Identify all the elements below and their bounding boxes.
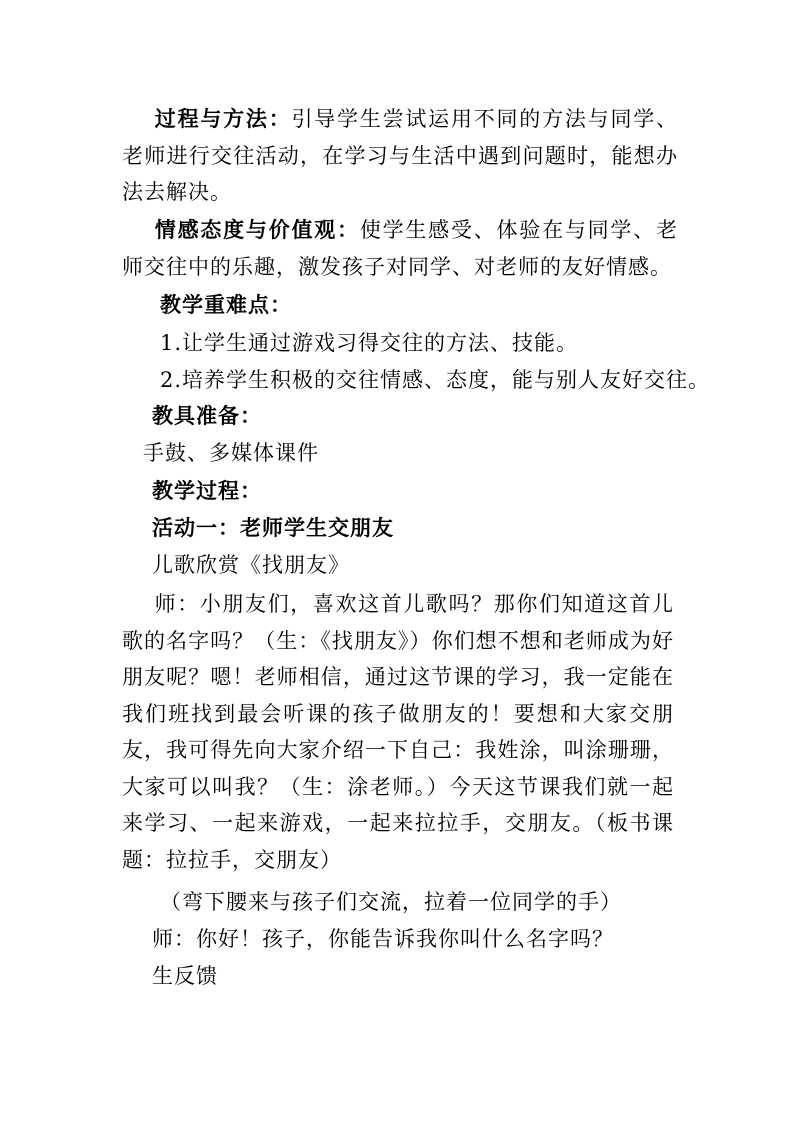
process-method-text: 引导学生尝试运用不同的方法与同学、老师进行交往活动，在学习与生活中遇到问题时，能想办法去解决。 (122, 107, 679, 204)
tools-heading: 教具准备： (152, 403, 262, 428)
song-line: 儿歌欣赏《找朋友》 (152, 553, 350, 577)
emotion-label: 情感态度与价值观： (154, 217, 360, 242)
stage-direction: （弯下腰来与孩子们交流，拉着一位同学的手） (160, 890, 622, 914)
emotion-text: 使学生感受、体验在与同学、老师交往中的乐趣，激发孩子对同学、对老师的友好情感。 (122, 218, 679, 279)
process-heading: 教学过程： (152, 478, 262, 503)
tools-text: 手鼓、多媒体课件 (143, 441, 319, 465)
teacher-line-2: 师：你好！孩子，你能告诉我你叫什么名字吗？ (152, 927, 614, 951)
teacher-paragraph-text: 师：小朋友们，喜欢这首儿歌吗？那你们知道这首儿歌的名字吗？（生：《找朋友》）你们想不想和老师成为好朋友呢？嗯！老师相信，通过这节课的学习，我一定能在我们班找到最会听课的孩子做朋友的！要想和大家交朋友，我可得先向大家介绍一下自己：我姓涂，叫涂珊珊，大家可以叫我？（生：涂老师。）今天这节课我们就一起来学习、一起来游戏，一起来拉拉手，交朋友。（板书课题：拉拉手，交朋友） (122, 592, 674, 872)
key-point-2: 2.培养学生积极的交往情感、态度，能与别人友好交往。 (160, 368, 711, 392)
student-feedback: 生反馈 (152, 964, 218, 988)
emotion-paragraph (122, 212, 678, 285)
process-method-label: 过程与方法： (154, 106, 292, 131)
key-point-1: 1.让学生通过游戏习得交往的方法、技能。 (160, 331, 579, 355)
teacher-paragraph (122, 586, 674, 878)
key-points-heading: 教学重难点： (160, 292, 292, 317)
activity1-heading: 活动一：老师学生交朋友 (152, 515, 394, 540)
process-method-paragraph (122, 101, 678, 211)
